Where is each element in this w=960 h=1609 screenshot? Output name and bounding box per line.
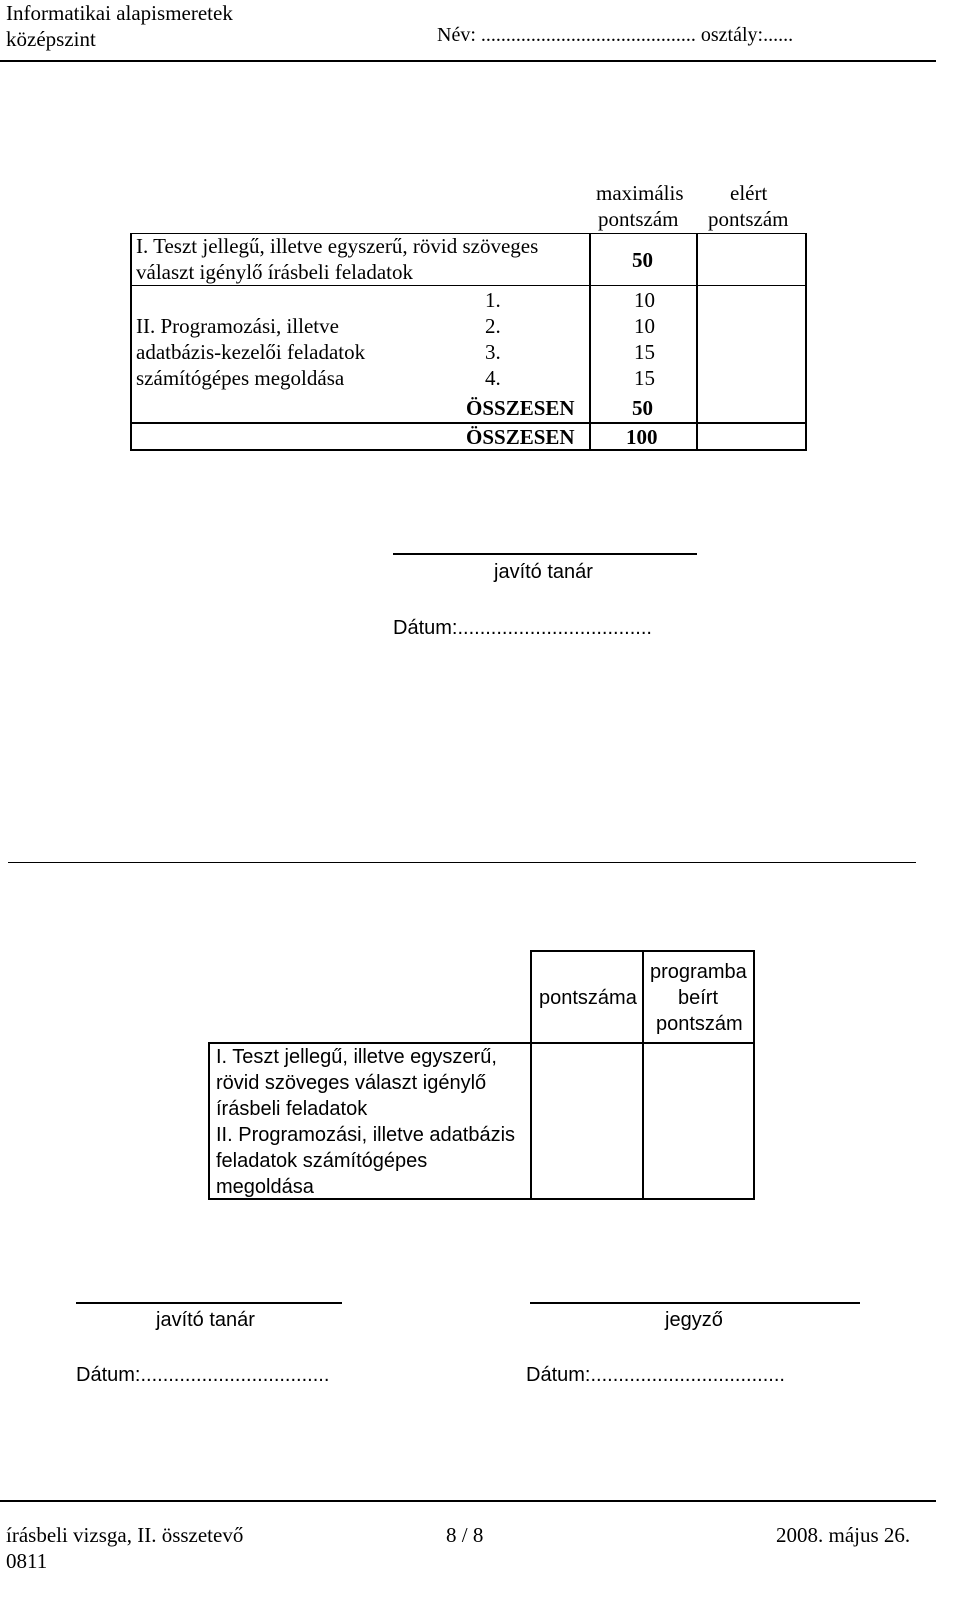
col-got-header-1: elért [730, 181, 768, 205]
table-left-border [130, 233, 132, 450]
header-rule [0, 60, 936, 62]
entry-row1-label-2: rövid szöveges választ igénylő [216, 1072, 487, 1094]
signature-line-left [76, 1302, 342, 1304]
task-max: 15 [634, 366, 655, 390]
task-num: 1. [485, 288, 501, 312]
entry-table-divider-2 [642, 950, 644, 1200]
table-row-line [130, 285, 807, 286]
footer-exam: írásbeli vizsga, II. összetevő [6, 1523, 244, 1547]
exam-level: középszint [6, 27, 96, 51]
entry-col-entered-2: beírt [678, 987, 719, 1009]
signature-line [393, 553, 697, 555]
entry-row1-label-3: írásbeli feladatok [216, 1098, 368, 1120]
entry-row2-label-3: megoldása [216, 1176, 314, 1198]
entry-table-right-border [753, 950, 755, 1200]
entry-row1-label-1: I. Teszt jellegű, illetve egyszerű, [216, 1046, 497, 1068]
col-max-header-1: maximális [596, 181, 684, 205]
entry-table-left-border [208, 1042, 210, 1200]
name-class-field: Név: ........................................... osztály:...... [437, 24, 794, 46]
total-label: ÖSSZESEN [466, 425, 575, 449]
signature-date: Dátum:................................... [393, 617, 652, 639]
footer-page: 8 / 8 [446, 1523, 484, 1547]
footer-date: 2008. május 26. [776, 1523, 911, 1547]
part2-label-1: II. Programozási, illetve [136, 314, 339, 338]
table-right-border [805, 233, 807, 450]
signature-right-role: jegyző [665, 1309, 723, 1331]
total-value: 100 [626, 425, 658, 449]
entry-col-entered-3: pontszám [656, 1013, 743, 1035]
section-separator [8, 862, 916, 863]
subtotal-label: ÖSSZESEN [466, 396, 575, 420]
table-col-divider-1 [589, 233, 591, 450]
entry-row2-label-2: feladatok számítógépes [216, 1150, 428, 1172]
task-max: 10 [634, 288, 655, 312]
task-max: 10 [634, 314, 655, 338]
col-max-header-2: pontszám [598, 207, 679, 231]
footer-rule [0, 1500, 936, 1502]
task-num: 3. [485, 340, 501, 364]
exam-subject: Informatikai alapismeretek [6, 1, 233, 25]
part1-label-1: I. Teszt jellegű, illetve egyszerű, rövid szöveges [136, 234, 539, 258]
entry-col-entered-1: programba [650, 961, 747, 983]
signature-left-role: javító tanár [156, 1309, 255, 1331]
entry-table-top-border [530, 950, 755, 952]
signature-role: javító tanár [494, 561, 593, 583]
signature-left-date: Dátum:.................................. [76, 1364, 330, 1386]
signature-line-right [530, 1302, 860, 1304]
part1-max: 50 [632, 248, 653, 272]
task-num: 4. [485, 366, 501, 390]
signature-right-date: Dátum:................................... [526, 1364, 785, 1386]
entry-row2-label-1: II. Programozási, illetve adatbázis [216, 1124, 516, 1146]
task-max: 15 [634, 340, 655, 364]
footer-code: 0811 [6, 1549, 48, 1573]
col-got-header-2: pontszám [708, 207, 789, 231]
entry-col-score: pontszáma [539, 987, 637, 1009]
task-num: 2. [485, 314, 501, 338]
subtotal-value: 50 [632, 396, 653, 420]
table-col-divider-2 [696, 233, 698, 450]
part2-label-2: adatbázis-kezelői feladatok [136, 340, 366, 364]
part1-label-2: választ igénylő írásbeli feladatok [136, 260, 413, 284]
entry-table-divider-1 [530, 950, 532, 1200]
part2-label-3: számítógépes megoldása [136, 366, 345, 390]
